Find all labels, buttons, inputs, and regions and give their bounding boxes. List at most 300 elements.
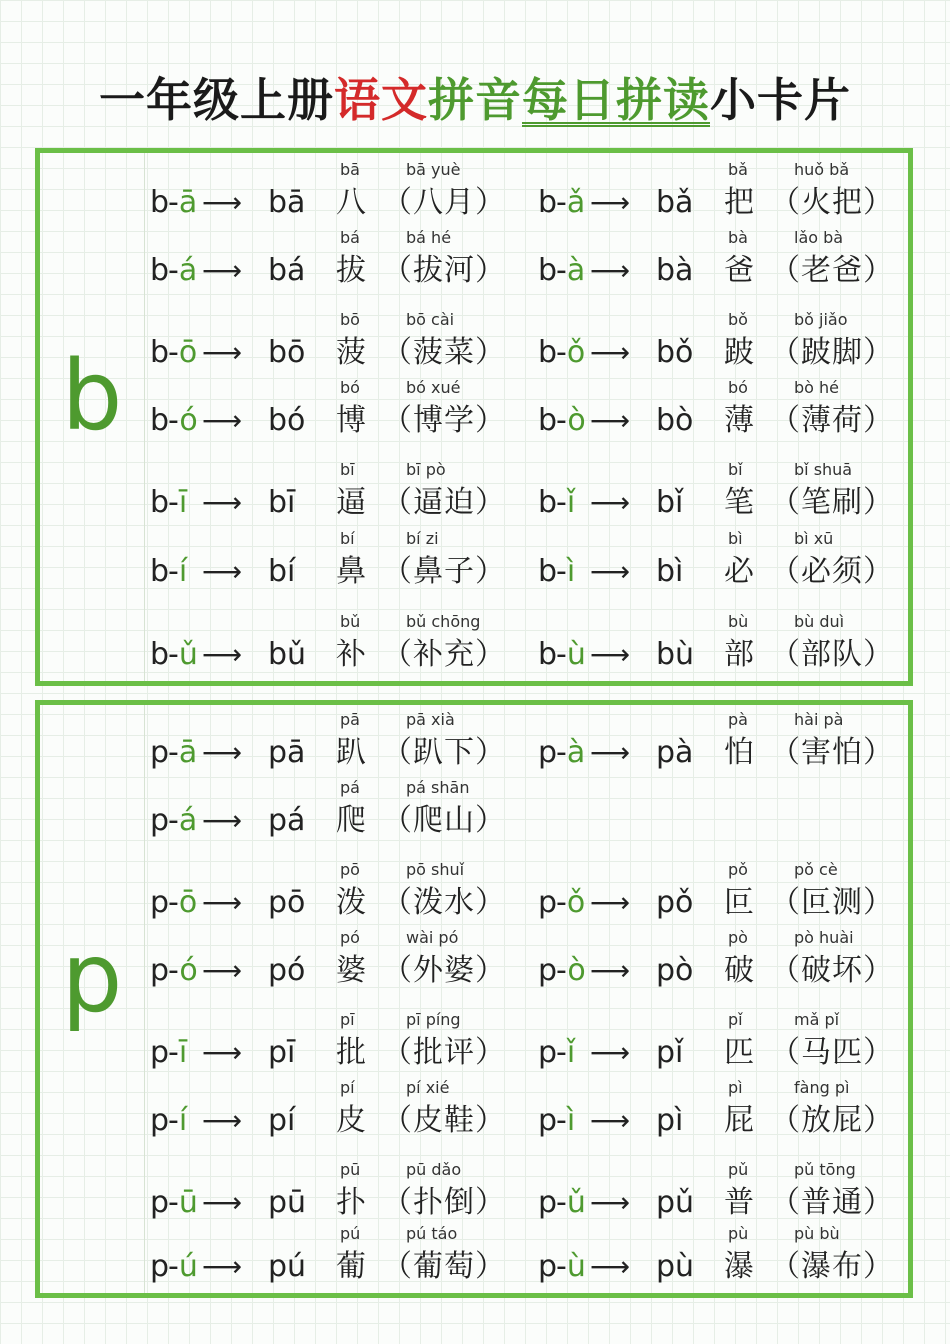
char-pinyin-annotation: bí: [340, 529, 355, 548]
initial-consonant: p: [150, 1103, 170, 1138]
phrase-pinyin-annotation: pā xià: [406, 710, 455, 729]
dash: -: [556, 335, 567, 370]
toned-vowel: ò: [567, 953, 586, 988]
char-pinyin-annotation: bà: [728, 228, 748, 247]
pinyin-row: [150, 779, 510, 839]
initial-consonant: p: [538, 1103, 558, 1138]
vowel-segment: [556, 637, 586, 673]
phrase-pinyin-annotation: huǒ bǎ: [794, 160, 850, 179]
vowel-segment: [556, 485, 575, 521]
phrase-pinyin-annotation: bù duì: [794, 612, 845, 631]
pinyin-row: [538, 530, 898, 590]
hanzi-character: 葡: [336, 1249, 366, 1284]
arrow-icon: ⟶: [202, 336, 243, 369]
hanzi-character: 博: [336, 403, 366, 438]
hanzi-character: 补: [336, 637, 366, 672]
toned-vowel: ó: [179, 403, 198, 438]
char-pinyin-annotation: pú: [340, 1224, 361, 1243]
example-phrase: （放屁）: [770, 1103, 894, 1138]
hanzi-character: 必: [724, 554, 754, 589]
phrase-pinyin-annotation: pí xié: [406, 1078, 450, 1097]
initial-consonant: p: [150, 1185, 170, 1220]
dash: -: [556, 485, 567, 520]
toned-vowel: ō: [178, 885, 198, 920]
syllable: pí: [268, 1103, 296, 1138]
vowel-segment: [168, 637, 198, 673]
syllable: pǔ: [656, 1185, 695, 1220]
char-pinyin-annotation: bī: [340, 460, 355, 479]
vowel-segment: [556, 735, 585, 771]
char-pinyin-annotation: pò: [728, 928, 748, 947]
char-pinyin-annotation: pù: [728, 1224, 749, 1243]
hanzi-character: 破: [724, 953, 754, 988]
char-pinyin-annotation: pū: [340, 1160, 361, 1179]
char-pinyin-annotation: pā: [340, 710, 360, 729]
title-part-grade: 一年级上册: [99, 73, 334, 127]
hanzi-character: 爸: [724, 253, 754, 288]
dash: -: [168, 885, 179, 920]
arrow-icon: ⟶: [590, 638, 631, 671]
phrase-pinyin-annotation: bī pò: [406, 460, 446, 479]
phrase-pinyin-annotation: hài pà: [794, 710, 844, 729]
syllable: bù: [656, 637, 695, 672]
syllable: bǐ: [656, 485, 684, 520]
syllable: bí: [268, 554, 296, 589]
hanzi-character: 爬: [336, 803, 366, 838]
phrase-pinyin-annotation: pū dǎo: [406, 1160, 462, 1179]
pinyin-row: [538, 929, 898, 989]
syllable: bó: [268, 403, 306, 438]
char-pinyin-annotation: bó: [728, 378, 748, 397]
arrow-icon: ⟶: [590, 1250, 631, 1283]
toned-vowel: ǐ: [566, 1035, 576, 1070]
phrase-pinyin-annotation: pō shuǐ: [406, 860, 465, 879]
syllable: bǒ: [656, 335, 694, 370]
hanzi-character: 普: [724, 1185, 754, 1220]
vowel-segment: [556, 185, 585, 221]
dash: -: [168, 1103, 179, 1138]
pinyin-row: [538, 613, 898, 673]
dash: -: [556, 185, 567, 220]
pinyin-row: [538, 229, 898, 289]
char-pinyin-annotation: pǔ: [728, 1160, 749, 1179]
title-part-cards: 小卡片: [710, 73, 851, 127]
pinyin-row: [150, 379, 510, 439]
phrase-pinyin-annotation: pò huài: [794, 928, 854, 947]
pinyin-row: [538, 861, 898, 921]
example-phrase: （部队）: [770, 637, 894, 672]
arrow-icon: ⟶: [202, 186, 243, 219]
pinyin-row: [150, 861, 510, 921]
vowel-segment: [168, 1103, 187, 1139]
phrase-pinyin-annotation: pǒ cè: [794, 860, 838, 879]
syllable: pī: [268, 1035, 296, 1070]
phrase-pinyin-annotation: fàng pì: [794, 1078, 850, 1097]
vowel-segment: [168, 1249, 198, 1285]
initial-consonant: b: [538, 637, 558, 672]
dash: -: [168, 735, 179, 770]
char-pinyin-annotation: pó: [340, 928, 360, 947]
card-p: [35, 700, 913, 1298]
dash: -: [556, 885, 567, 920]
toned-vowel: à: [566, 735, 586, 770]
title-part-daily-reading: 每日拼读: [522, 73, 710, 127]
pinyin-row: [150, 711, 510, 771]
char-pinyin-annotation: bǒ: [728, 310, 748, 329]
char-pinyin-annotation: bǐ: [728, 460, 743, 479]
syllable: bī: [268, 485, 296, 520]
vowel-segment: [168, 335, 197, 371]
vowel-segment: [556, 1249, 586, 1285]
initial-consonant: p: [538, 1185, 558, 1220]
initial-consonant: p: [150, 1035, 170, 1070]
toned-vowel: ǒ: [566, 335, 586, 370]
toned-vowel: í: [178, 1103, 188, 1138]
dash: -: [168, 185, 179, 220]
example-phrase: （补充）: [382, 637, 506, 672]
example-phrase: （害怕）: [770, 735, 894, 770]
example-phrase: （薄荷）: [770, 403, 894, 438]
toned-vowel: ù: [566, 1249, 586, 1284]
example-phrase: （拔河）: [382, 253, 506, 288]
arrow-icon: ⟶: [202, 486, 243, 519]
toned-vowel: á: [178, 253, 198, 288]
syllable: pù: [656, 1249, 695, 1284]
initial-consonant: p: [150, 803, 170, 838]
toned-vowel: à: [566, 253, 586, 288]
syllable: pǐ: [656, 1035, 684, 1070]
pinyin-row: [150, 530, 510, 590]
char-pinyin-annotation: bǔ: [340, 612, 361, 631]
dash: -: [168, 637, 179, 672]
hanzi-character: 鼻: [336, 554, 366, 589]
pinyin-row: [150, 613, 510, 673]
phrase-pinyin-annotation: bǔ chōng: [406, 612, 481, 631]
vowel-segment: [556, 1185, 586, 1221]
char-pinyin-annotation: pà: [728, 710, 748, 729]
toned-vowel: ò: [567, 403, 586, 438]
pinyin-row: [150, 1011, 510, 1071]
initial-consonant: b: [150, 335, 170, 370]
hanzi-character: 趴: [336, 735, 366, 770]
arrow-icon: ⟶: [202, 254, 243, 287]
initial-consonant: p: [538, 1035, 558, 1070]
vowel-segment: [556, 335, 585, 371]
phrase-pinyin-annotation: bó xué: [406, 378, 461, 397]
toned-vowel: ú: [178, 1249, 198, 1284]
initial-consonant: p: [538, 1249, 558, 1284]
pinyin-row: [150, 461, 510, 521]
syllable: pū: [268, 1185, 307, 1220]
dash: -: [168, 1249, 179, 1284]
vowel-segment: [556, 403, 586, 439]
dash: -: [556, 637, 567, 672]
toned-vowel: ō: [178, 335, 198, 370]
toned-vowel: á: [178, 803, 198, 838]
char-pinyin-annotation: bó: [340, 378, 360, 397]
pinyin-row: [150, 1225, 510, 1285]
syllable: bá: [268, 253, 306, 288]
example-phrase: （必须）: [770, 554, 894, 589]
hanzi-character: 屁: [724, 1103, 754, 1138]
vowel-segment: [168, 485, 187, 521]
arrow-icon: ⟶: [202, 1104, 243, 1137]
example-phrase: （批评）: [382, 1035, 506, 1070]
arrow-icon: ⟶: [590, 1036, 631, 1069]
char-pinyin-annotation: bù: [728, 612, 749, 631]
example-phrase: （马匹）: [770, 1035, 894, 1070]
phrase-pinyin-annotation: lǎo bà: [794, 228, 844, 247]
dash: -: [556, 735, 567, 770]
initial-consonant: b: [150, 485, 170, 520]
initial-consonant: b: [150, 403, 170, 438]
arrow-icon: ⟶: [202, 555, 243, 588]
example-phrase: （普通）: [770, 1185, 894, 1220]
arrow-icon: ⟶: [202, 404, 243, 437]
hanzi-character: 批: [336, 1035, 366, 1070]
vowel-segment: [168, 953, 198, 989]
initial-consonant: p: [538, 735, 558, 770]
char-pinyin-annotation: pá: [340, 778, 360, 797]
phrase-pinyin-annotation: pī píng: [406, 1010, 461, 1029]
initial-consonant: b: [150, 554, 170, 589]
toned-vowel: ā: [178, 185, 198, 220]
phrase-pinyin-annotation: bá hé: [406, 228, 452, 247]
pinyin-row: [538, 1079, 898, 1139]
initial-consonant: p: [150, 735, 170, 770]
arrow-icon: ⟶: [202, 736, 243, 769]
toned-vowel: ǎ: [566, 185, 586, 220]
pinyin-row: [538, 161, 898, 221]
vowel-segment: [556, 554, 575, 590]
syllable: bò: [656, 403, 694, 438]
toned-vowel: ǐ: [566, 485, 576, 520]
toned-vowel: ā: [178, 735, 198, 770]
initial-consonant: b: [538, 335, 558, 370]
hanzi-character: 薄: [724, 403, 754, 438]
arrow-icon: ⟶: [590, 1186, 631, 1219]
dash: -: [168, 335, 179, 370]
hanzi-character: 拔: [336, 253, 366, 288]
syllable: bǎ: [656, 185, 694, 220]
arrow-icon: ⟶: [202, 1036, 243, 1069]
arrow-icon: ⟶: [202, 638, 243, 671]
dash: -: [168, 803, 179, 838]
char-pinyin-annotation: pǐ: [728, 1010, 743, 1029]
phrase-pinyin-annotation: wài pó: [406, 928, 459, 947]
example-phrase: （老爸）: [770, 253, 894, 288]
card-divider: [144, 153, 145, 681]
char-pinyin-annotation: pō: [340, 860, 360, 879]
toned-vowel: ì: [566, 1103, 576, 1138]
phrase-pinyin-annotation: bā yuè: [406, 160, 461, 179]
vowel-segment: [168, 403, 198, 439]
initial-consonant: p: [150, 1249, 170, 1284]
hanzi-character: 部: [724, 637, 754, 672]
pinyin-row: [538, 1161, 898, 1221]
arrow-icon: ⟶: [202, 954, 243, 987]
toned-vowel: ó: [179, 953, 198, 988]
pinyin-row: [150, 1079, 510, 1139]
syllable: bà: [656, 253, 694, 288]
dash: -: [168, 253, 179, 288]
initial-consonant: b: [538, 403, 558, 438]
initial-consonant: b: [538, 554, 558, 589]
phrase-pinyin-annotation: bǒ jiǎo: [794, 310, 848, 329]
vowel-segment: [556, 253, 585, 289]
initial-consonant: b: [538, 485, 558, 520]
hanzi-character: 匹: [724, 1035, 754, 1070]
vowel-segment: [556, 953, 586, 989]
dash: -: [168, 1185, 179, 1220]
vowel-segment: [168, 735, 197, 771]
toned-vowel: ī: [178, 1035, 188, 1070]
example-phrase: （笔刷）: [770, 485, 894, 520]
char-pinyin-annotation: bǎ: [728, 160, 748, 179]
example-phrase: （跛脚）: [770, 335, 894, 370]
hanzi-character: 笔: [724, 485, 754, 520]
syllable: bā: [268, 185, 306, 220]
initial-consonant: p: [538, 953, 558, 988]
dash: -: [556, 253, 567, 288]
vowel-segment: [168, 185, 197, 221]
dash: -: [168, 1035, 179, 1070]
dash: -: [556, 554, 567, 589]
pinyin-row: [538, 1225, 898, 1285]
dash: -: [556, 1035, 567, 1070]
phrase-pinyin-annotation: pù bù: [794, 1224, 840, 1243]
toned-vowel: ī: [178, 485, 188, 520]
hanzi-character: 叵: [724, 885, 754, 920]
example-phrase: （破坏）: [770, 953, 894, 988]
hanzi-character: 皮: [336, 1103, 366, 1138]
card-initial-letter: p: [61, 922, 123, 1034]
phrase-pinyin-annotation: pá shān: [406, 778, 470, 797]
initial-consonant: p: [538, 885, 558, 920]
example-phrase: （泼水）: [382, 885, 506, 920]
vowel-segment: [168, 803, 197, 839]
arrow-icon: ⟶: [202, 1250, 243, 1283]
char-pinyin-annotation: pí: [340, 1078, 355, 1097]
toned-vowel: ì: [566, 554, 576, 589]
example-phrase: （逼迫）: [382, 485, 506, 520]
syllable: bō: [268, 335, 306, 370]
dash: -: [556, 1185, 567, 1220]
pinyin-row: [538, 311, 898, 371]
dash: -: [556, 403, 568, 438]
arrow-icon: ⟶: [590, 555, 631, 588]
card-b: [35, 148, 913, 686]
phrase-pinyin-annotation: bō cài: [406, 310, 455, 329]
example-phrase: （菠菜）: [382, 335, 506, 370]
syllable: pò: [656, 953, 694, 988]
initial-consonant: b: [538, 185, 558, 220]
arrow-icon: ⟶: [590, 336, 631, 369]
initial-consonant: b: [150, 185, 170, 220]
vowel-segment: [168, 885, 197, 921]
arrow-icon: ⟶: [590, 1104, 631, 1137]
arrow-icon: ⟶: [590, 954, 631, 987]
example-phrase: （鼻子）: [382, 554, 506, 589]
syllable: pà: [656, 735, 694, 770]
initial-consonant: p: [150, 953, 170, 988]
vowel-segment: [168, 253, 197, 289]
example-phrase: （外婆）: [382, 953, 506, 988]
toned-vowel: í: [178, 554, 188, 589]
example-phrase: （八月）: [382, 185, 506, 220]
hanzi-character: 扑: [336, 1185, 366, 1220]
toned-vowel: ū: [178, 1185, 198, 1220]
char-pinyin-annotation: bō: [340, 310, 360, 329]
example-phrase: （叵测）: [770, 885, 894, 920]
example-phrase: （火把）: [770, 185, 894, 220]
pinyin-row: [538, 711, 898, 771]
card-initial-letter: b: [61, 340, 123, 452]
example-phrase: （葡萄）: [382, 1249, 506, 1284]
toned-vowel: ǔ: [178, 637, 198, 672]
syllable: bǔ: [268, 637, 307, 672]
title-part-chinese: 语文: [334, 73, 428, 127]
syllable: pā: [268, 735, 306, 770]
toned-vowel: ǔ: [566, 1185, 586, 1220]
dash: -: [168, 554, 179, 589]
hanzi-character: 泼: [336, 885, 366, 920]
arrow-icon: ⟶: [590, 886, 631, 919]
char-pinyin-annotation: pǒ: [728, 860, 748, 879]
syllable: pú: [268, 1249, 307, 1284]
example-phrase: （皮鞋）: [382, 1103, 506, 1138]
pinyin-row: [150, 161, 510, 221]
pinyin-row: [150, 1161, 510, 1221]
syllable: pǒ: [656, 885, 694, 920]
pinyin-row: [150, 929, 510, 989]
card-divider: [144, 705, 145, 1293]
char-pinyin-annotation: bì: [728, 529, 743, 548]
initial-consonant: b: [538, 253, 558, 288]
pinyin-row: [538, 461, 898, 521]
syllable: pó: [268, 953, 306, 988]
syllable: bì: [656, 554, 684, 589]
example-phrase: （爬山）: [382, 803, 506, 838]
hanzi-character: 怕: [724, 735, 754, 770]
example-phrase: （扑倒）: [382, 1185, 506, 1220]
phrase-pinyin-annotation: bí zi: [406, 529, 439, 548]
arrow-icon: ⟶: [202, 804, 243, 837]
pinyin-row: [538, 379, 898, 439]
pinyin-row: [538, 1011, 898, 1071]
pinyin-row: [150, 229, 510, 289]
dash: -: [168, 403, 180, 438]
hanzi-character: 婆: [336, 953, 366, 988]
example-phrase: （趴下）: [382, 735, 506, 770]
arrow-icon: ⟶: [202, 886, 243, 919]
arrow-icon: ⟶: [590, 186, 631, 219]
char-pinyin-annotation: bá: [340, 228, 360, 247]
vowel-segment: [168, 554, 187, 590]
hanzi-character: 菠: [336, 335, 366, 370]
dash: -: [556, 1103, 567, 1138]
phrase-pinyin-annotation: pǔ tōng: [794, 1160, 856, 1179]
dash: -: [168, 485, 179, 520]
syllable: pì: [656, 1103, 684, 1138]
arrow-icon: ⟶: [590, 404, 631, 437]
vowel-segment: [168, 1035, 187, 1071]
phrase-pinyin-annotation: mǎ pǐ: [794, 1010, 840, 1029]
vowel-segment: [168, 1185, 198, 1221]
vowel-segment: [556, 1035, 575, 1071]
pinyin-row: [150, 311, 510, 371]
page-title: [0, 60, 950, 140]
